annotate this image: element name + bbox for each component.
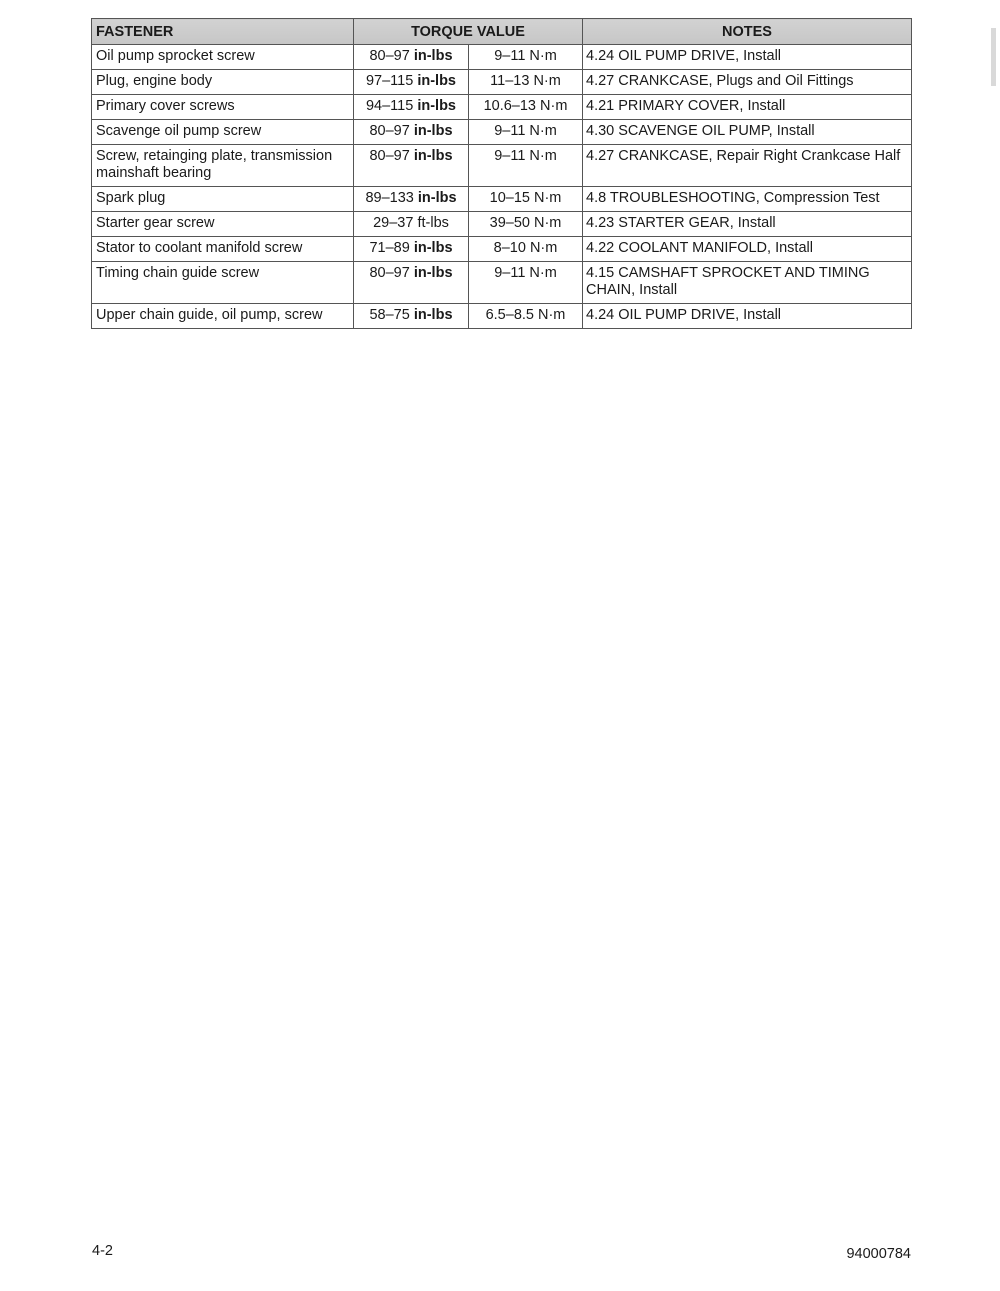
- torque-metric-cell: 10.6–13 N·m: [469, 95, 583, 120]
- torque-metric-cell: 9–11 N·m: [469, 262, 583, 304]
- torque-imperial-unit: in-lbs: [413, 307, 453, 323]
- torque-imperial-cell: [354, 145, 469, 187]
- torque-metric-cell: 10–15 N·m: [469, 187, 583, 212]
- table-row: [92, 262, 912, 304]
- fastener-cell: Oil pump sprocket screw: [92, 45, 354, 70]
- fastener-cell: Scavenge oil pump screw: [92, 120, 354, 145]
- torque-metric-cell: 9–11 N·m: [469, 145, 583, 187]
- torque-imperial-cell: [354, 70, 469, 95]
- torque-imperial-unit: in-lbs: [417, 98, 456, 114]
- table-row: [92, 45, 912, 70]
- torque-imperial-unit: in-lbs: [413, 148, 453, 164]
- scan-edge-mark: [991, 28, 996, 86]
- notes-cell: 4.30 SCAVENGE OIL PUMP, Install: [583, 120, 912, 145]
- fastener-cell: Spark plug: [92, 187, 354, 212]
- fastener-cell: Upper chain guide, oil pump, screw: [92, 304, 354, 329]
- notes-cell: 4.27 CRANKCASE, Plugs and Oil Fittings: [583, 70, 912, 95]
- fastener-cell: Plug, engine body: [92, 70, 354, 95]
- torque-metric-cell: 9–11 N·m: [469, 120, 583, 145]
- table-row: [92, 304, 912, 329]
- torque-imperial-value: 80–97: [369, 148, 410, 164]
- table-body: [92, 45, 912, 329]
- torque-imperial-cell: [354, 237, 469, 262]
- table-row: [92, 120, 912, 145]
- table-row: [92, 145, 912, 187]
- torque-imperial-cell: [354, 304, 469, 329]
- fastener-cell: Screw, retainging plate, transmission mainshaft bearing: [92, 145, 354, 187]
- torque-imperial-cell: [354, 45, 469, 70]
- page-number: 4-2: [92, 1243, 113, 1259]
- torque-imperial-unit: in-lbs: [413, 265, 453, 281]
- header-fastener: FASTENER: [92, 19, 354, 45]
- torque-imperial-unit: ft-lbs: [417, 215, 449, 231]
- fastener-cell: Primary cover screws: [92, 95, 354, 120]
- header-notes: NOTES: [583, 19, 912, 45]
- torque-imperial-value: 29–37: [373, 215, 414, 231]
- torque-imperial-unit: in-lbs: [417, 190, 457, 206]
- table-row: [92, 95, 912, 120]
- notes-cell: 4.24 OIL PUMP DRIVE, Install: [583, 304, 912, 329]
- table-row: [92, 237, 912, 262]
- table-row: [92, 212, 912, 237]
- notes-cell: 4.24 OIL PUMP DRIVE, Install: [583, 45, 912, 70]
- torque-imperial-cell: [354, 212, 469, 237]
- table-row: [92, 187, 912, 212]
- torque-imperial-cell: [354, 262, 469, 304]
- torque-metric-cell: 39–50 N·m: [469, 212, 583, 237]
- torque-imperial-cell: [354, 120, 469, 145]
- document-number: 94000784: [846, 1246, 911, 1262]
- torque-imperial-value: 80–97: [369, 48, 410, 64]
- torque-imperial-unit: in-lbs: [413, 240, 453, 256]
- torque-metric-cell: 11–13 N·m: [469, 70, 583, 95]
- torque-imperial-unit: in-lbs: [417, 73, 456, 89]
- table-row: [92, 70, 912, 95]
- torque-imperial-value: 80–97: [369, 123, 410, 139]
- torque-metric-cell: 8–10 N·m: [469, 237, 583, 262]
- torque-imperial-cell: [354, 187, 469, 212]
- notes-cell: 4.21 PRIMARY COVER, Install: [583, 95, 912, 120]
- fastener-cell: Stator to coolant manifold screw: [92, 237, 354, 262]
- torque-imperial-value: 89–133: [365, 190, 414, 206]
- torque-imperial-value: 94–115: [365, 98, 414, 114]
- notes-cell: 4.15 CAMSHAFT SPROCKET AND TIMING CHAIN, Install: [583, 262, 912, 304]
- torque-metric-cell: 9–11 N·m: [469, 45, 583, 70]
- torque-imperial-unit: in-lbs: [413, 123, 453, 139]
- table-header-row: [92, 19, 912, 45]
- torque-imperial-unit: in-lbs: [413, 48, 453, 64]
- torque-table: [91, 18, 912, 329]
- torque-imperial-value: 58–75: [369, 307, 410, 323]
- torque-metric-cell: 6.5–8.5 N·m: [469, 304, 583, 329]
- notes-cell: 4.8 TROUBLESHOOTING, Compression Test: [583, 187, 912, 212]
- fastener-cell: Starter gear screw: [92, 212, 354, 237]
- notes-cell: 4.27 CRANKCASE, Repair Right Crankcase Half: [583, 145, 912, 187]
- notes-cell: 4.23 STARTER GEAR, Install: [583, 212, 912, 237]
- torque-imperial-cell: [354, 95, 469, 120]
- torque-imperial-value: 80–97: [369, 265, 410, 281]
- header-torque-value: TORQUE VALUE: [354, 19, 583, 45]
- notes-cell: 4.22 COOLANT MANIFOLD, Install: [583, 237, 912, 262]
- fastener-cell: Timing chain guide screw: [92, 262, 354, 304]
- torque-imperial-value: 97–115: [365, 73, 414, 89]
- torque-imperial-value: 71–89: [369, 240, 410, 256]
